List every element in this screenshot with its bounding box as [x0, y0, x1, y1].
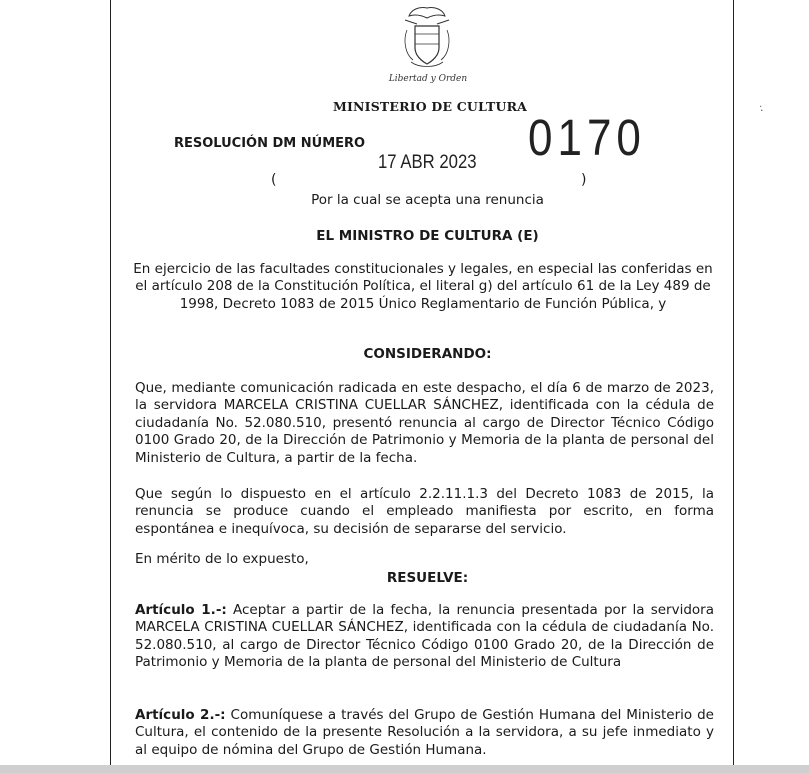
considering-heading: CONSIDERANDO: [363, 346, 492, 362]
article-1-text: Aceptar a partir de la fecha, la renuncia presentada por la servidora MARCELA CRISTINA CUELLAR SÁNCHEZ, identificada con la cédula de ciudadanía No. 52.080.510, al cargo de Director Técnico Código 0100 Grado 20, de la Dirección de Patrimonio y Memoria de la planta de personal del Ministerio de Cultura [135, 602, 714, 671]
seal-motto: Libertad y Orden [388, 74, 468, 84]
resolution-number: 0170 [528, 110, 646, 167]
considering-paragraph-1: Que, mediante comunicación radicada en este despacho, el día 6 de marzo de 2023, la servidora MARCELA CRISTINA CUELLAR SÁNCHEZ, identificada con la cédula de ciudadanía No. 52.080.510, presentó renuncia al cargo de Director Técnico Código 0100 Grado 20, de la Dirección de Patrimonio y Memoria de la planta de personal del Ministerio de Cultura, a partir de la fecha. [135, 380, 714, 466]
resolves-heading: RESUELVE: [386, 570, 469, 586]
ministry-name: MINISTERIO DE CULTURA [332, 99, 528, 114]
article-2 [135, 707, 714, 759]
stray-mark: ‧̇ [760, 104, 764, 117]
viewer-bottom-bar [0, 765, 809, 773]
resolution-label: RESOLUCIÓN DM NÚMERO [174, 136, 366, 151]
coat-of-arms-icon [397, 4, 457, 74]
merit-statement: En mérito de lo expuesto, [135, 551, 309, 567]
considering-paragraph-2: Que según lo dispuesto en el artículo 2.2.11.1.3 del Decreto 1083 de 2015, la renuncia se produce cuando el empleado manifiesta por escrito, en forma espontánea e inequívoca, su decisión de separarse del servicio. [135, 486, 714, 537]
resolution-date: 17 ABR 2023 [378, 152, 477, 173]
authority-heading: EL MINISTRO DE CULTURA (E) [316, 228, 539, 244]
preamble: En ejercicio de las facultades constitucionales y legales, en especial las conferidas en el artículo 208 de la Constitución Política, el literal g) del artículo 61 de la Ley 489 de 1998, Decreto 1083 de 2015 Único Reglamentario de Función Pública, y [133, 261, 713, 312]
paren-close: ) [581, 172, 587, 188]
article-2-text: Comuníquese a través del Grupo de Gestión Humana del Ministerio de Cultura, el contenido de la presente Resolución a la servidora, a su jefe inmediato y al equipo de nómina del Grupo de Gestión Humana. [135, 707, 714, 758]
article-1 [135, 602, 714, 672]
resolution-subject: Por la cual se acepta una renuncia [311, 192, 544, 208]
article-2-title: Artículo 2.-: [135, 707, 226, 723]
paren-open: ( [271, 172, 277, 188]
article-1-title: Artículo 1.-: [135, 602, 227, 618]
